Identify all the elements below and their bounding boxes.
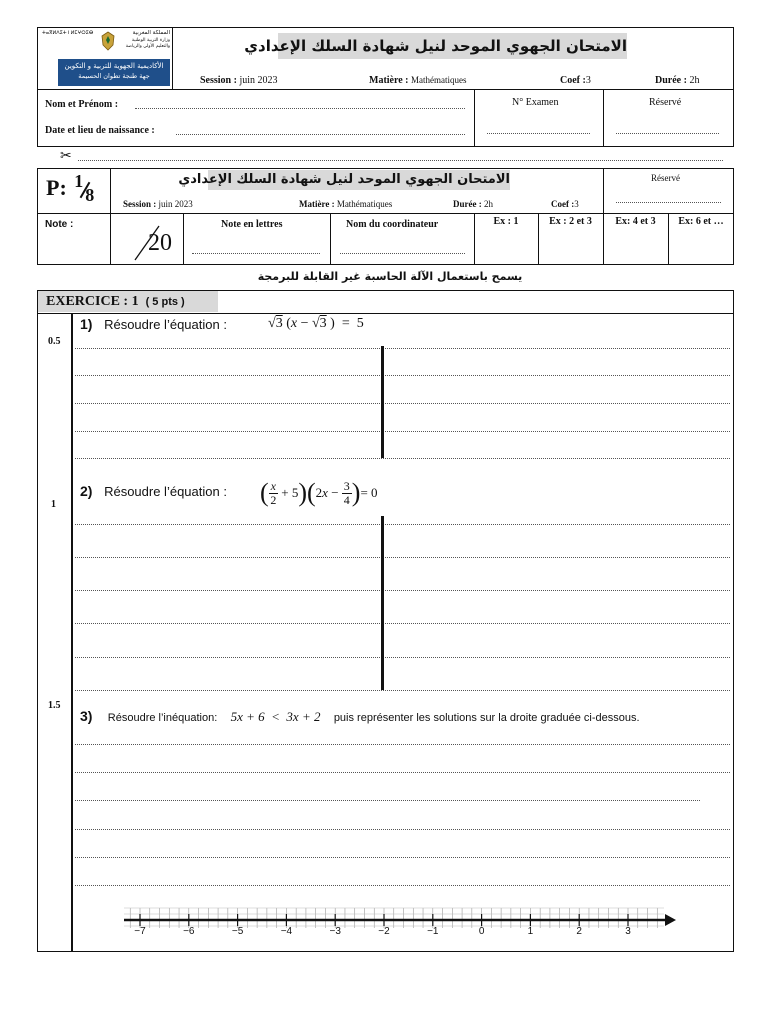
note-letters-label: Note en lettres — [221, 219, 283, 230]
answer-line[interactable] — [75, 829, 730, 830]
exam-title-repeat: الامتحان الجهوي الموحد لنيل شهادة السلك الإعدادي — [208, 170, 510, 190]
name-label: Nom et Prénom : — [45, 99, 119, 110]
exercise-title: EXERCICE : 1 ( 5 pts ) — [38, 291, 218, 312]
answer-line[interactable] — [75, 557, 730, 558]
reserved-field[interactable] — [616, 133, 719, 134]
logo-banner: الأكاديمية الجهوية للتربية و التكوين جهة طنجة تطوان الحسيمة — [58, 59, 170, 86]
scissors-icon: ✂ — [60, 148, 72, 164]
academy-logo — [40, 29, 170, 87]
ex-col-2: Ex : 2 et 3 — [549, 216, 592, 227]
answer-line[interactable] — [75, 657, 730, 658]
exam-number-field[interactable] — [487, 133, 590, 134]
answer-line[interactable] — [75, 690, 730, 691]
coef-info: Coef :3 — [560, 75, 591, 86]
reserved-label: Réservé — [649, 97, 682, 108]
session-info: Session : juin 2023 — [200, 75, 278, 86]
emblem-icon — [100, 31, 116, 51]
tick-label: −3 — [329, 926, 341, 937]
birth-field[interactable] — [176, 134, 465, 135]
ex-col-4: Ex: 6 et … — [678, 216, 724, 227]
answer-line[interactable] — [75, 800, 700, 801]
logo-line-tifinagh: ⵜⴰⴳⵍⴷⵉⵜ ⵏ ⵍⵎⵖⵔⵉⴱ — [42, 31, 94, 36]
tick-label: −1 — [427, 926, 439, 937]
duration-info-repeat: Durée : 2h — [453, 199, 493, 209]
question-3: 3) Résoudre l’inéquation: 5x + 6 < 3x + 2 puis représenter les solutions sur la droite graduée ci-dessous. — [80, 708, 640, 724]
tick-label: 0 — [478, 926, 485, 937]
name-field[interactable] — [135, 108, 465, 109]
column-divider — [381, 516, 384, 690]
note-total: 20 — [148, 230, 172, 256]
coordinator-label: Nom du coordinateur — [346, 219, 439, 230]
number-line[interactable] — [120, 898, 680, 928]
question-1: 1) Résoudre l’équation : — [80, 316, 227, 332]
session-info-repeat: Session : juin 2023 — [123, 199, 193, 209]
note-letters-field[interactable] — [192, 253, 320, 254]
reserved-label-repeat: Réservé — [651, 173, 680, 183]
points-q3: 1.5 — [48, 700, 61, 711]
duration-info: Durée : 2h — [655, 75, 700, 86]
tick-label: −5 — [231, 926, 244, 937]
subject-info-repeat: Matière : Mathématiques — [299, 199, 393, 209]
answer-line[interactable] — [75, 590, 730, 591]
arrow-right-icon — [665, 914, 676, 926]
logo-line-kingdom: المملكة المغربية — [132, 30, 170, 36]
answer-line[interactable] — [75, 524, 730, 525]
exam-number-label: N° Examen — [512, 97, 559, 108]
column-divider — [381, 346, 384, 458]
birth-label: Date et lieu de naissance : — [45, 125, 155, 136]
answer-line[interactable] — [75, 431, 730, 432]
answer-line[interactable] — [75, 623, 730, 624]
tick-label: 1 — [527, 926, 534, 937]
answer-line[interactable] — [75, 348, 730, 349]
tick-label: 3 — [625, 926, 631, 937]
coef-info-repeat: Coef :3 — [551, 199, 579, 209]
calculator-notice: يسمح باستعمال الآلة الحاسبة غير القابلة للبرمجة — [257, 270, 523, 283]
answer-line[interactable] — [75, 772, 730, 773]
points-q2: 1 — [51, 499, 56, 510]
note-label: Note : — [45, 219, 74, 230]
points-q1: 0.5 — [48, 336, 61, 347]
answer-line[interactable] — [75, 885, 730, 886]
answer-line[interactable] — [75, 744, 730, 745]
tick-label: 2 — [576, 926, 582, 937]
ex-col-1: Ex : 1 — [493, 216, 519, 227]
page-indicator: P: 1 8 — [46, 171, 95, 205]
exercise-box — [37, 290, 734, 952]
cut-line — [78, 160, 723, 161]
reserved-field-repeat[interactable] — [616, 202, 721, 203]
tick-label: −4 — [280, 926, 293, 937]
answer-line[interactable] — [75, 458, 730, 459]
subject-info: Matière : Mathématiques — [369, 75, 467, 86]
tick-label: −7 — [134, 926, 146, 937]
answer-line[interactable] — [75, 403, 730, 404]
answer-line[interactable] — [75, 375, 730, 376]
equation-2: ( $\frac{x}{2}$ + 5 )( 2 x − $\frac{3}{4}$ ) = 0 — [260, 478, 378, 507]
logo-line-ministry: وزارة التربية الوطنية والتعليم الأولي والرياضة — [125, 38, 170, 49]
ex-col-3: Ex: 4 et 3 — [615, 216, 656, 227]
coordinator-field[interactable] — [340, 253, 465, 254]
tick-label: −6 — [183, 926, 195, 937]
exam-title: الامتحان الجهوي الموحد لنيل شهادة السلك الإعدادي — [278, 33, 627, 59]
answer-line[interactable] — [75, 857, 730, 858]
question-2: 2) Résoudre l’équation : — [80, 483, 227, 499]
equation-1: √3 (x − √3 ) = 5 — [268, 316, 364, 331]
tick-label: −2 — [378, 926, 390, 937]
